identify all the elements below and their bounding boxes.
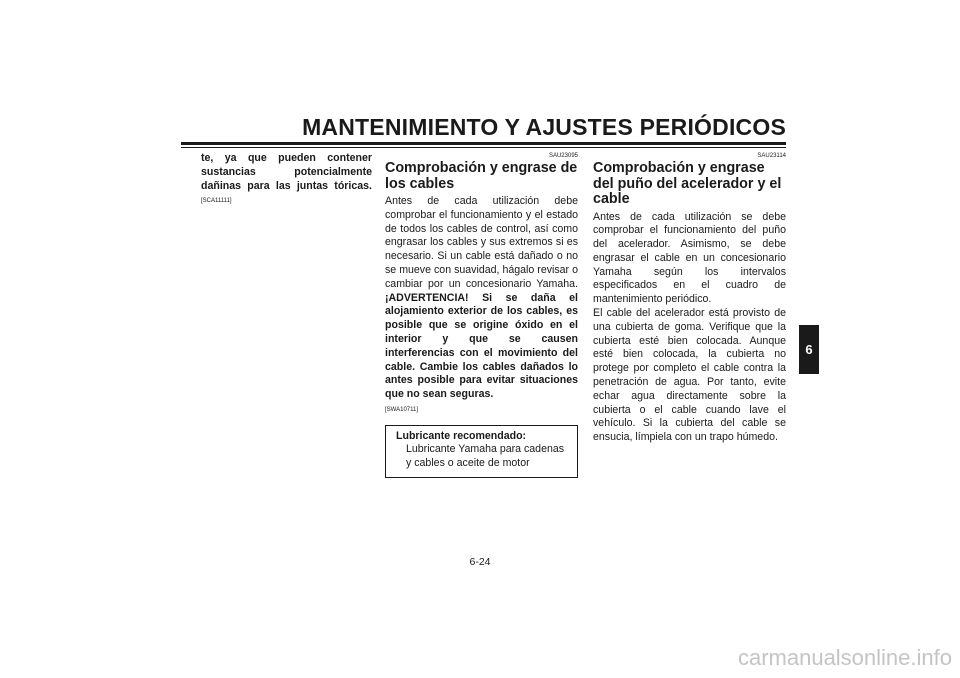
throttle-paragraph-2: El cable del acelerador está provisto de una cubierta de goma. Verifique que la cubierta esté bien colocada. Aunque esté bien colocada, la cubierta no protege por completo el cable contra la penetración de agua. Por tanto, evite echar agua directamente sobre la cubierta o el cable cuando lave el vehículo. Si la cubierta del cable se ensucia, límpiela con un trapo húmedo. <box>593 307 786 444</box>
cables-text: Antes de cada utilización debe comprobar el funcionamiento y el estado de todos los cables de control, así como engrasar los cables y sus extremos si es necesario. Si un cable está dañado o no se mueve con suavidad, hágalo revisar o cambiar por un concesionario Yamaha. <box>385 195 578 290</box>
lubricant-box <box>385 425 578 479</box>
page-title: MANTENIMIENTO Y AJUSTES PERIÓDICOS <box>302 114 786 140</box>
chapter-tab: 6 <box>799 325 819 374</box>
column-middle <box>385 152 578 478</box>
cables-warning-text: ¡ADVERTENCIA! Si se daña el alojamiento exterior de los cables, es posible que se origine óxido en el interior y que se causen interferencias con el movimiento del cable. Cambie los cables dañados lo antes posible para evitar situaciones que no sean seguras. <box>385 291 578 401</box>
continued-caution-text <box>201 152 372 209</box>
section-code: SAU23114 <box>757 153 786 159</box>
header-rule-thick <box>181 142 786 145</box>
section-heading-throttle: Comprobación y engrase del puño del acelerador y el cable <box>593 160 782 207</box>
lubricant-title: Lubricante recomendado: <box>396 429 527 442</box>
throttle-paragraph-1: Antes de cada utilización se debe comprobar el funcionamiento del puño del acelerador. Asimismo, se debe engrasar el cable en un concesionario Yamaha según los intervalos especificados en el cuadro de mantenimiento periódico. <box>593 210 786 306</box>
watermark: carmanualsonline.info <box>737 645 952 670</box>
header-rule-thin <box>181 147 786 148</box>
page-number: 6-24 <box>469 556 491 568</box>
warning-code: [SWA10711] <box>385 406 419 413</box>
caution-code: [SCA11111] <box>201 198 232 205</box>
caution-text: te, ya que pueden contener sustancias potencialmente dañinas para las juntas tóricas. <box>201 152 372 192</box>
section-heading-cables: Comprobación y engrase de los cables <box>385 160 578 192</box>
cables-paragraph <box>385 195 578 402</box>
column-left <box>201 152 372 209</box>
column-right <box>593 152 786 445</box>
lubricant-text: Lubricante Yamaha para cadenas y cables o aceite de motor <box>406 443 565 469</box>
section-code: SAU23095 <box>548 153 578 159</box>
